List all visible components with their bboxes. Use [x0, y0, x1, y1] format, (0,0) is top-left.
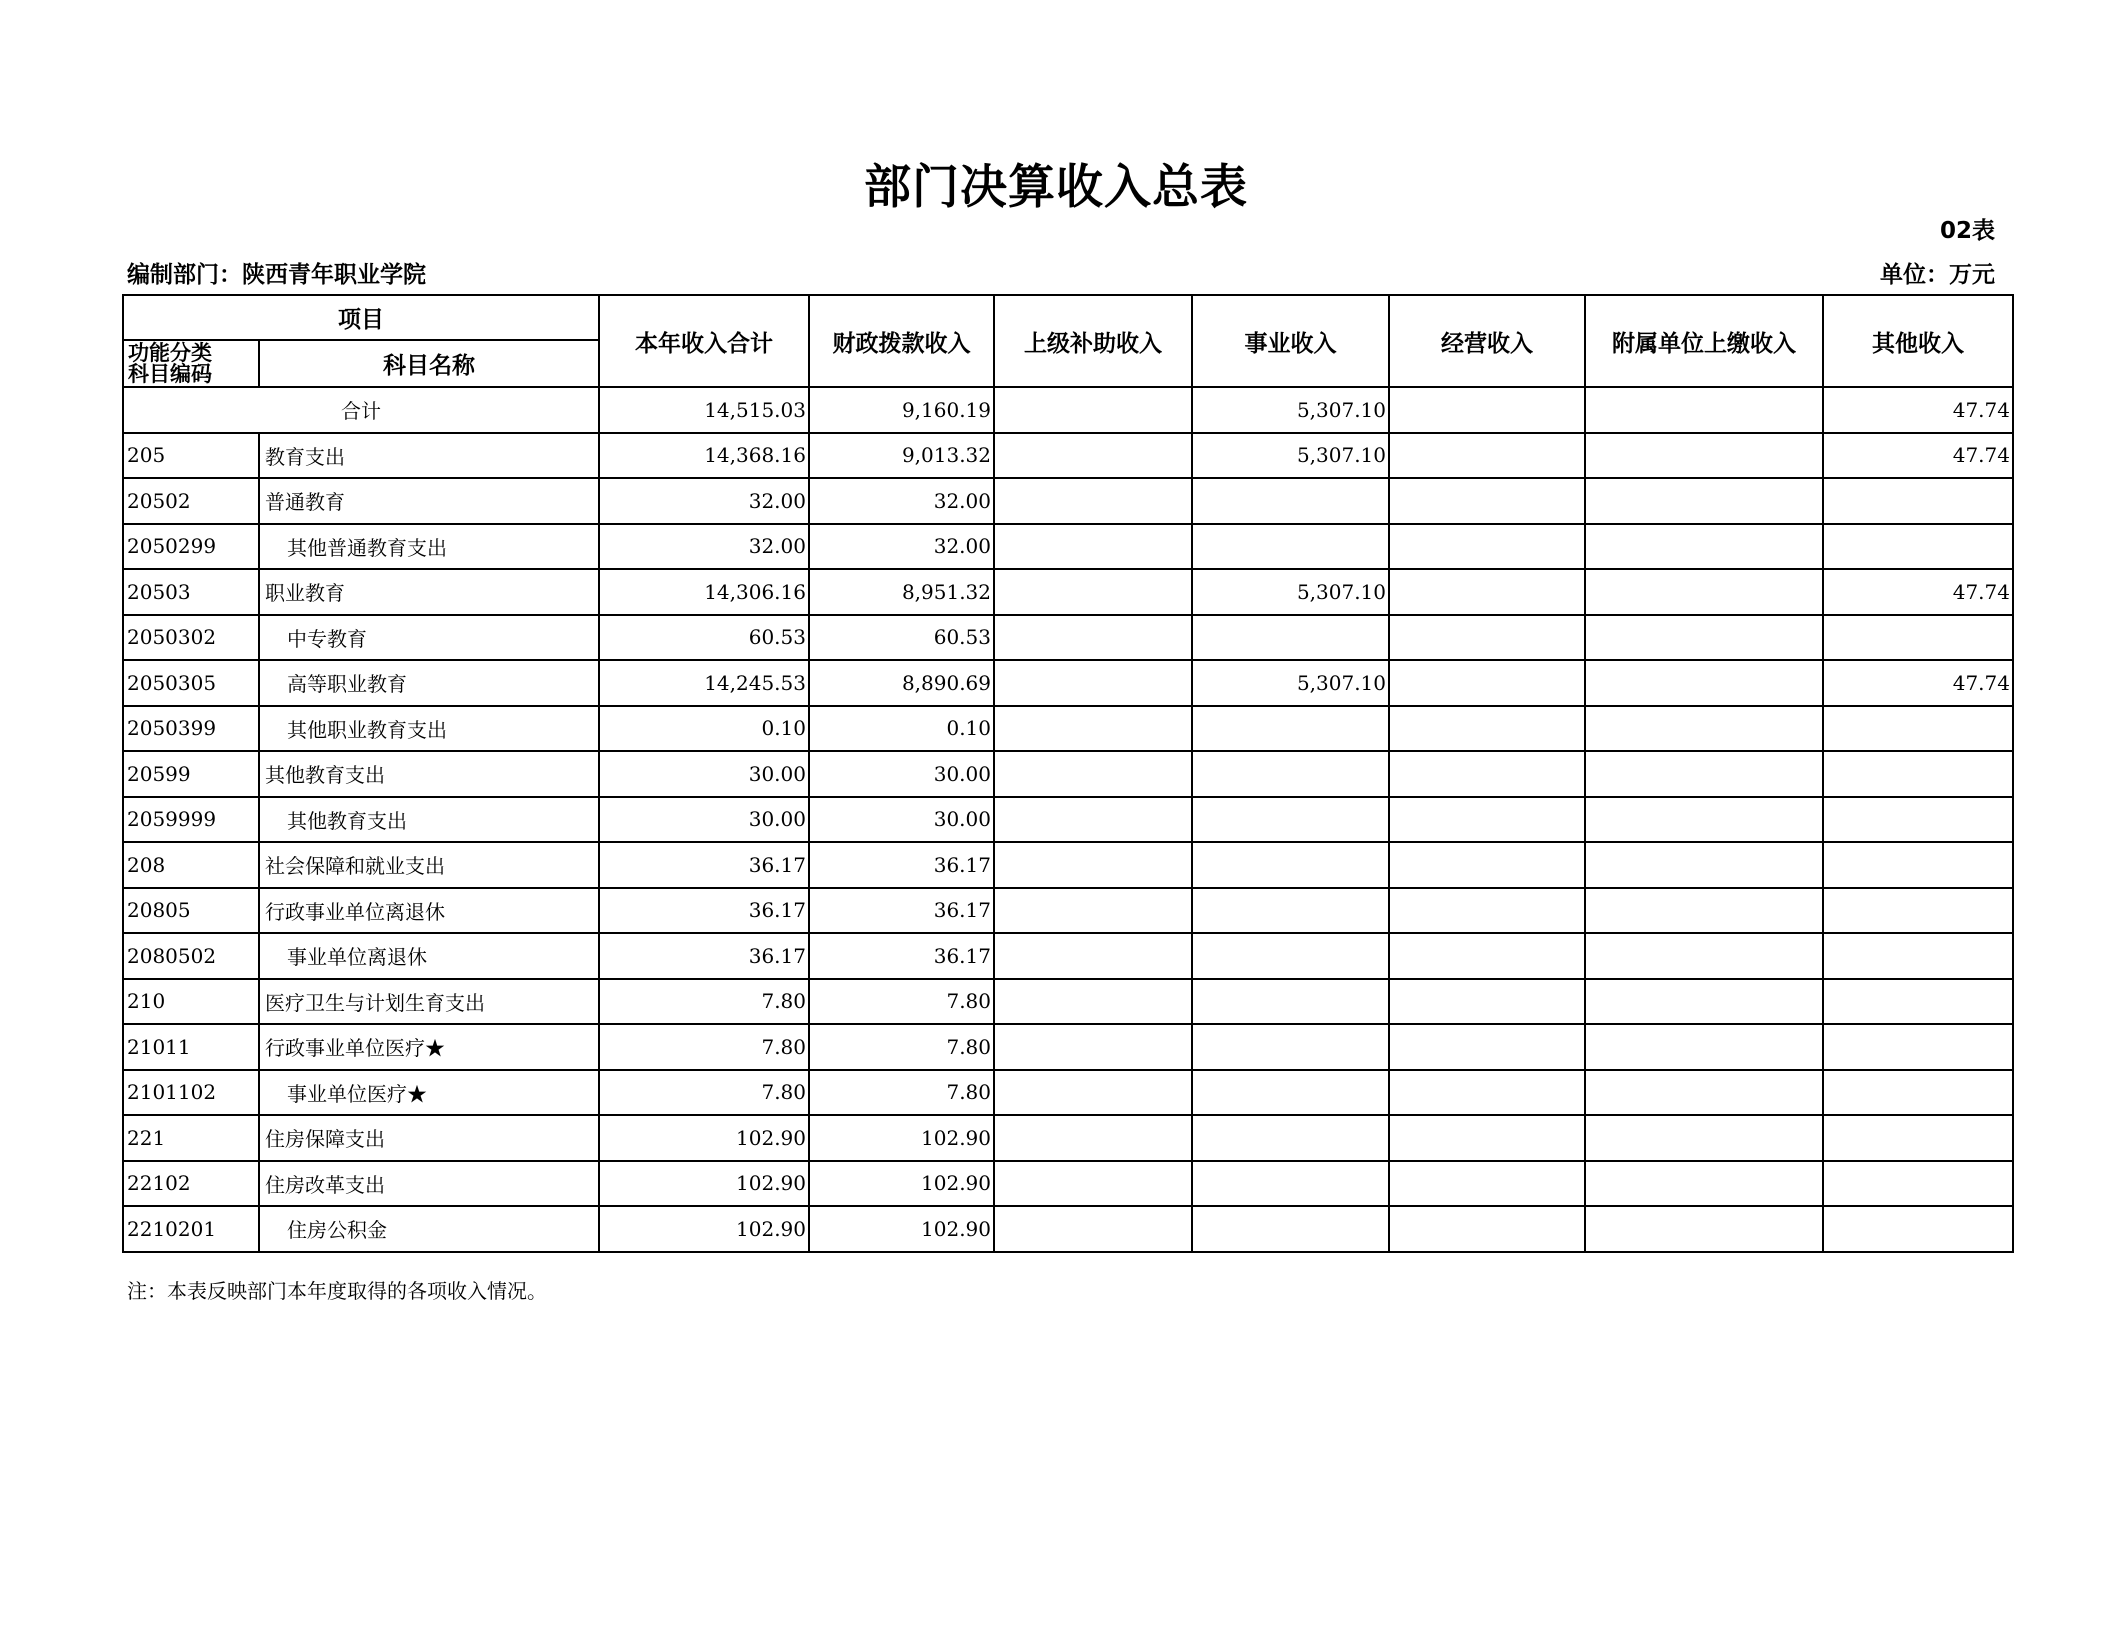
row-code: 221 [123, 1115, 259, 1161]
form-number: 02表 [1939, 218, 1995, 244]
row-other [1823, 524, 2013, 570]
row-fiscal: 32.00 [809, 524, 994, 570]
row-operating [1389, 706, 1585, 752]
row-affiliated [1585, 478, 1823, 524]
row-affiliated [1585, 751, 1823, 797]
row-code: 22102 [123, 1161, 259, 1207]
row-superior-subsidy [994, 933, 1192, 979]
row-fiscal: 7.80 [809, 979, 994, 1025]
row-superior-subsidy [994, 1161, 1192, 1207]
table-row [123, 660, 2013, 706]
header-total-income: 本年收入合计 [599, 295, 809, 387]
row-total-income: 36.17 [599, 842, 809, 888]
row-business: 5,307.10 [1192, 569, 1389, 615]
row-superior-subsidy [994, 615, 1192, 661]
table-row [123, 478, 2013, 524]
row-code: 20599 [123, 751, 259, 797]
row-superior-subsidy [994, 888, 1192, 934]
row-operating [1389, 569, 1585, 615]
row-total-income: 7.80 [599, 1024, 809, 1070]
header-superior-subsidy: 上级补助收入 [994, 295, 1192, 387]
row-other [1823, 615, 2013, 661]
total-business: 5,307.10 [1192, 387, 1389, 433]
row-other [1823, 888, 2013, 934]
row-fiscal: 8,951.32 [809, 569, 994, 615]
row-code: 2059999 [123, 797, 259, 843]
row-fiscal: 0.10 [809, 706, 994, 752]
row-affiliated [1585, 524, 1823, 570]
table-row [123, 797, 2013, 843]
row-other [1823, 706, 2013, 752]
total-fiscal: 9,160.19 [809, 387, 994, 433]
row-fiscal: 36.17 [809, 842, 994, 888]
row-other [1823, 751, 2013, 797]
row-name: 其他普通教育支出 [259, 524, 599, 570]
row-operating [1389, 1070, 1585, 1116]
total-superior-subsidy [994, 387, 1192, 433]
row-superior-subsidy [994, 706, 1192, 752]
row-business [1192, 888, 1389, 934]
row-superior-subsidy [994, 1024, 1192, 1070]
header-business: 事业收入 [1192, 295, 1389, 387]
row-total-income: 7.80 [599, 979, 809, 1025]
row-code: 20502 [123, 478, 259, 524]
row-affiliated [1585, 842, 1823, 888]
row-affiliated [1585, 979, 1823, 1025]
row-business [1192, 478, 1389, 524]
row-affiliated [1585, 797, 1823, 843]
row-name: 职业教育 [259, 569, 599, 615]
row-code: 2050299 [123, 524, 259, 570]
row-fiscal: 30.00 [809, 797, 994, 843]
row-operating [1389, 478, 1585, 524]
row-total-income: 30.00 [599, 797, 809, 843]
total-affiliated [1585, 387, 1823, 433]
row-business [1192, 615, 1389, 661]
row-code: 20805 [123, 888, 259, 934]
row-business [1192, 933, 1389, 979]
row-total-income: 60.53 [599, 615, 809, 661]
row-total-income: 102.90 [599, 1161, 809, 1207]
row-name: 其他教育支出 [259, 797, 599, 843]
row-fiscal: 9,013.32 [809, 433, 994, 479]
row-other [1823, 478, 2013, 524]
row-superior-subsidy [994, 660, 1192, 706]
row-other: 47.74 [1823, 569, 2013, 615]
row-other [1823, 1070, 2013, 1116]
row-operating [1389, 660, 1585, 706]
row-other [1823, 1115, 2013, 1161]
row-operating [1389, 888, 1585, 934]
row-business [1192, 979, 1389, 1025]
table-row [123, 569, 2013, 615]
row-superior-subsidy [994, 478, 1192, 524]
row-name: 其他职业教育支出 [259, 706, 599, 752]
row-superior-subsidy [994, 1070, 1192, 1116]
row-superior-subsidy [994, 524, 1192, 570]
row-code: 208 [123, 842, 259, 888]
row-business: 5,307.10 [1192, 660, 1389, 706]
table-row [123, 433, 2013, 479]
header-fiscal: 财政拨款收入 [809, 295, 994, 387]
table-row [123, 1024, 2013, 1070]
total-row [123, 387, 2013, 433]
table-row [123, 524, 2013, 570]
row-other [1823, 979, 2013, 1025]
row-business [1192, 1024, 1389, 1070]
row-operating [1389, 1206, 1585, 1252]
row-operating [1389, 933, 1585, 979]
row-total-income: 30.00 [599, 751, 809, 797]
row-superior-subsidy [994, 1115, 1192, 1161]
table-row [123, 842, 2013, 888]
row-operating [1389, 1161, 1585, 1207]
row-total-income: 102.90 [599, 1206, 809, 1252]
table-row [123, 1206, 2013, 1252]
row-superior-subsidy [994, 751, 1192, 797]
row-total-income: 102.90 [599, 1115, 809, 1161]
row-name: 中专教育 [259, 615, 599, 661]
row-other [1823, 1161, 2013, 1207]
row-affiliated [1585, 1070, 1823, 1116]
row-fiscal: 36.17 [809, 888, 994, 934]
unit-label: 单位：万元 [1880, 262, 1995, 288]
header-affiliated: 附属单位上缴收入 [1585, 295, 1823, 387]
row-fiscal: 102.90 [809, 1161, 994, 1207]
row-name: 医疗卫生与计划生育支出 [259, 979, 599, 1025]
row-name: 事业单位医疗★ [259, 1070, 599, 1116]
row-affiliated [1585, 1115, 1823, 1161]
row-business [1192, 751, 1389, 797]
header-operating: 经营收入 [1389, 295, 1585, 387]
row-affiliated [1585, 1206, 1823, 1252]
row-superior-subsidy [994, 797, 1192, 843]
header-name: 科目名称 [259, 340, 599, 387]
income-summary-table [122, 294, 2014, 1253]
row-fiscal: 36.17 [809, 933, 994, 979]
row-total-income: 36.17 [599, 888, 809, 934]
row-operating [1389, 615, 1585, 661]
row-operating [1389, 524, 1585, 570]
row-total-income: 14,245.53 [599, 660, 809, 706]
row-code: 20503 [123, 569, 259, 615]
row-name: 教育支出 [259, 433, 599, 479]
table-row [123, 979, 2013, 1025]
row-name: 社会保障和就业支出 [259, 842, 599, 888]
table-row [123, 933, 2013, 979]
row-affiliated [1585, 1161, 1823, 1207]
row-fiscal: 7.80 [809, 1024, 994, 1070]
row-fiscal: 32.00 [809, 478, 994, 524]
row-code: 2210201 [123, 1206, 259, 1252]
row-total-income: 32.00 [599, 524, 809, 570]
row-operating [1389, 842, 1585, 888]
row-affiliated [1585, 433, 1823, 479]
table-row [123, 888, 2013, 934]
row-code: 21011 [123, 1024, 259, 1070]
row-fiscal: 102.90 [809, 1115, 994, 1161]
row-total-income: 7.80 [599, 1070, 809, 1116]
row-superior-subsidy [994, 979, 1192, 1025]
total-operating [1389, 387, 1585, 433]
row-name: 住房公积金 [259, 1206, 599, 1252]
row-business [1192, 1115, 1389, 1161]
row-code: 2050399 [123, 706, 259, 752]
total-other: 47.74 [1823, 387, 2013, 433]
row-total-income: 32.00 [599, 478, 809, 524]
row-operating [1389, 751, 1585, 797]
row-other [1823, 1206, 2013, 1252]
row-operating [1389, 979, 1585, 1025]
row-operating [1389, 1024, 1585, 1070]
row-affiliated [1585, 1024, 1823, 1070]
row-other [1823, 842, 2013, 888]
row-other [1823, 933, 2013, 979]
header-code-line1: 功能分类 [128, 341, 212, 365]
header-code [123, 340, 259, 387]
header-code-line2: 科目编码 [128, 362, 212, 386]
row-code: 210 [123, 979, 259, 1025]
row-fiscal: 7.80 [809, 1070, 994, 1116]
row-business [1192, 797, 1389, 843]
row-name: 住房保障支出 [259, 1115, 599, 1161]
row-total-income: 0.10 [599, 706, 809, 752]
row-operating [1389, 1115, 1585, 1161]
row-code: 205 [123, 433, 259, 479]
row-code: 2080502 [123, 933, 259, 979]
row-business: 5,307.10 [1192, 433, 1389, 479]
table-row [123, 615, 2013, 661]
header-other: 其他收入 [1823, 295, 2013, 387]
row-superior-subsidy [994, 569, 1192, 615]
row-superior-subsidy [994, 842, 1192, 888]
table-row [123, 751, 2013, 797]
table-row [123, 1115, 2013, 1161]
row-superior-subsidy [994, 1206, 1192, 1252]
table-row [123, 1070, 2013, 1116]
row-affiliated [1585, 660, 1823, 706]
row-code: 2050302 [123, 615, 259, 661]
row-name: 行政事业单位离退休 [259, 888, 599, 934]
row-affiliated [1585, 706, 1823, 752]
table-row [123, 706, 2013, 752]
row-affiliated [1585, 888, 1823, 934]
row-name: 普通教育 [259, 478, 599, 524]
row-affiliated [1585, 569, 1823, 615]
page-title: 部门决算收入总表 [864, 160, 1248, 215]
row-other [1823, 797, 2013, 843]
row-name: 高等职业教育 [259, 660, 599, 706]
header-item: 项目 [123, 295, 599, 340]
row-business [1192, 1206, 1389, 1252]
row-other [1823, 1024, 2013, 1070]
total-label: 合计 [123, 387, 599, 433]
row-other: 47.74 [1823, 660, 2013, 706]
row-name: 行政事业单位医疗★ [259, 1024, 599, 1070]
row-superior-subsidy [994, 433, 1192, 479]
row-code: 2050305 [123, 660, 259, 706]
row-total-income: 14,368.16 [599, 433, 809, 479]
row-business [1192, 524, 1389, 570]
total-total-income: 14,515.03 [599, 387, 809, 433]
table-row [123, 1161, 2013, 1207]
row-total-income: 36.17 [599, 933, 809, 979]
row-total-income: 14,306.16 [599, 569, 809, 615]
row-operating [1389, 797, 1585, 843]
row-operating [1389, 433, 1585, 479]
row-business [1192, 842, 1389, 888]
row-fiscal: 30.00 [809, 751, 994, 797]
row-fiscal: 8,890.69 [809, 660, 994, 706]
row-code: 2101102 [123, 1070, 259, 1116]
department-label: 编制部门：陕西青年职业学院 [127, 262, 426, 288]
row-business [1192, 1161, 1389, 1207]
row-business [1192, 1070, 1389, 1116]
row-fiscal: 102.90 [809, 1206, 994, 1252]
row-name: 事业单位离退休 [259, 933, 599, 979]
row-name: 住房改革支出 [259, 1161, 599, 1207]
row-affiliated [1585, 615, 1823, 661]
row-business [1192, 706, 1389, 752]
row-fiscal: 60.53 [809, 615, 994, 661]
row-affiliated [1585, 933, 1823, 979]
row-name: 其他教育支出 [259, 751, 599, 797]
row-other: 47.74 [1823, 433, 2013, 479]
table-note: 注：本表反映部门本年度取得的各项收入情况。 [127, 1279, 547, 1303]
